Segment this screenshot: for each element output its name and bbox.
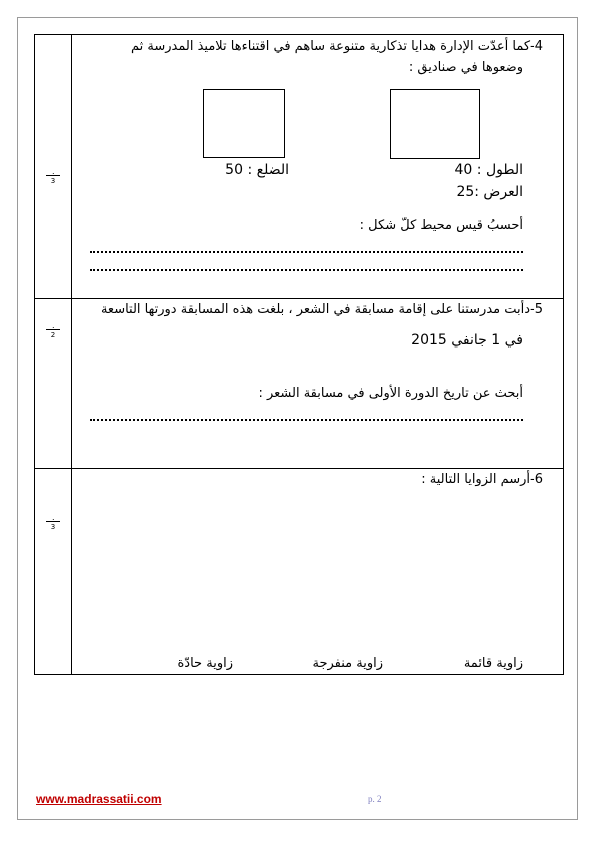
score-value: 2 [50,331,56,339]
score-box-q6 [35,521,71,531]
question-6 [72,469,564,675]
score-fraction-line [46,175,60,176]
question-6-row [35,469,564,675]
square-side-label: الضلع : 50 [225,162,289,178]
page-number: p. 2 [368,794,382,804]
score-value: 3 [50,523,56,531]
score-fraction-line [46,329,60,330]
obtuse-angle-label: زاوية منفرجة [312,656,383,671]
right-angle-label: زاوية قائمة [463,656,523,671]
q4-task: أحسبُ قيس محيط كلّ شكل : [359,218,523,233]
answer-line-2[interactable] [90,269,523,271]
question-5-row [35,299,564,469]
rectangle-shape [390,89,480,159]
q5-text-line2: في 1 جانفي 2015 [411,332,523,348]
exam-table [34,34,564,675]
q5-text-line1: 5-دأبت مدرستنا على إقامة مسابقة في الشعر ، بلغت هذه المسابقة دورتها التاسعة [100,302,543,317]
answer-line-3[interactable] [90,419,523,421]
acute-angle-label: زاوية حادّة [177,656,233,671]
score-cell-q6 [35,469,72,675]
score-fraction-line [46,521,60,522]
question-4 [72,35,564,299]
q6-text-line1: 6-أرسم الزوايا التالية : [421,472,543,487]
score-box-q4 [35,175,71,185]
question-5 [72,299,564,469]
score-cell-q5 [35,299,72,469]
score-value: 3 [50,177,56,185]
answer-line-1[interactable] [90,251,523,253]
website-link[interactable]: www.madrassatii.com [36,792,162,806]
q4-text-line1: 4-كما أعدّت الإدارة هدايا تذكارية متنوعة ساهم في اقتناءها تلاميذ المدرسة ثم [131,39,543,54]
score-cell-q4 [35,35,72,299]
q5-task: أبحث عن تاريخ الدورة الأولى في مسابقة الشعر : [258,386,523,401]
q4-text-line2: وضعوها في صناديق : [408,60,523,75]
score-box-q5 [35,329,71,339]
rectangle-length-label: الطول : 40 [454,162,523,178]
square-shape [203,89,285,158]
rectangle-width-label: العرض :25 [456,184,523,200]
question-4-row [35,35,564,299]
